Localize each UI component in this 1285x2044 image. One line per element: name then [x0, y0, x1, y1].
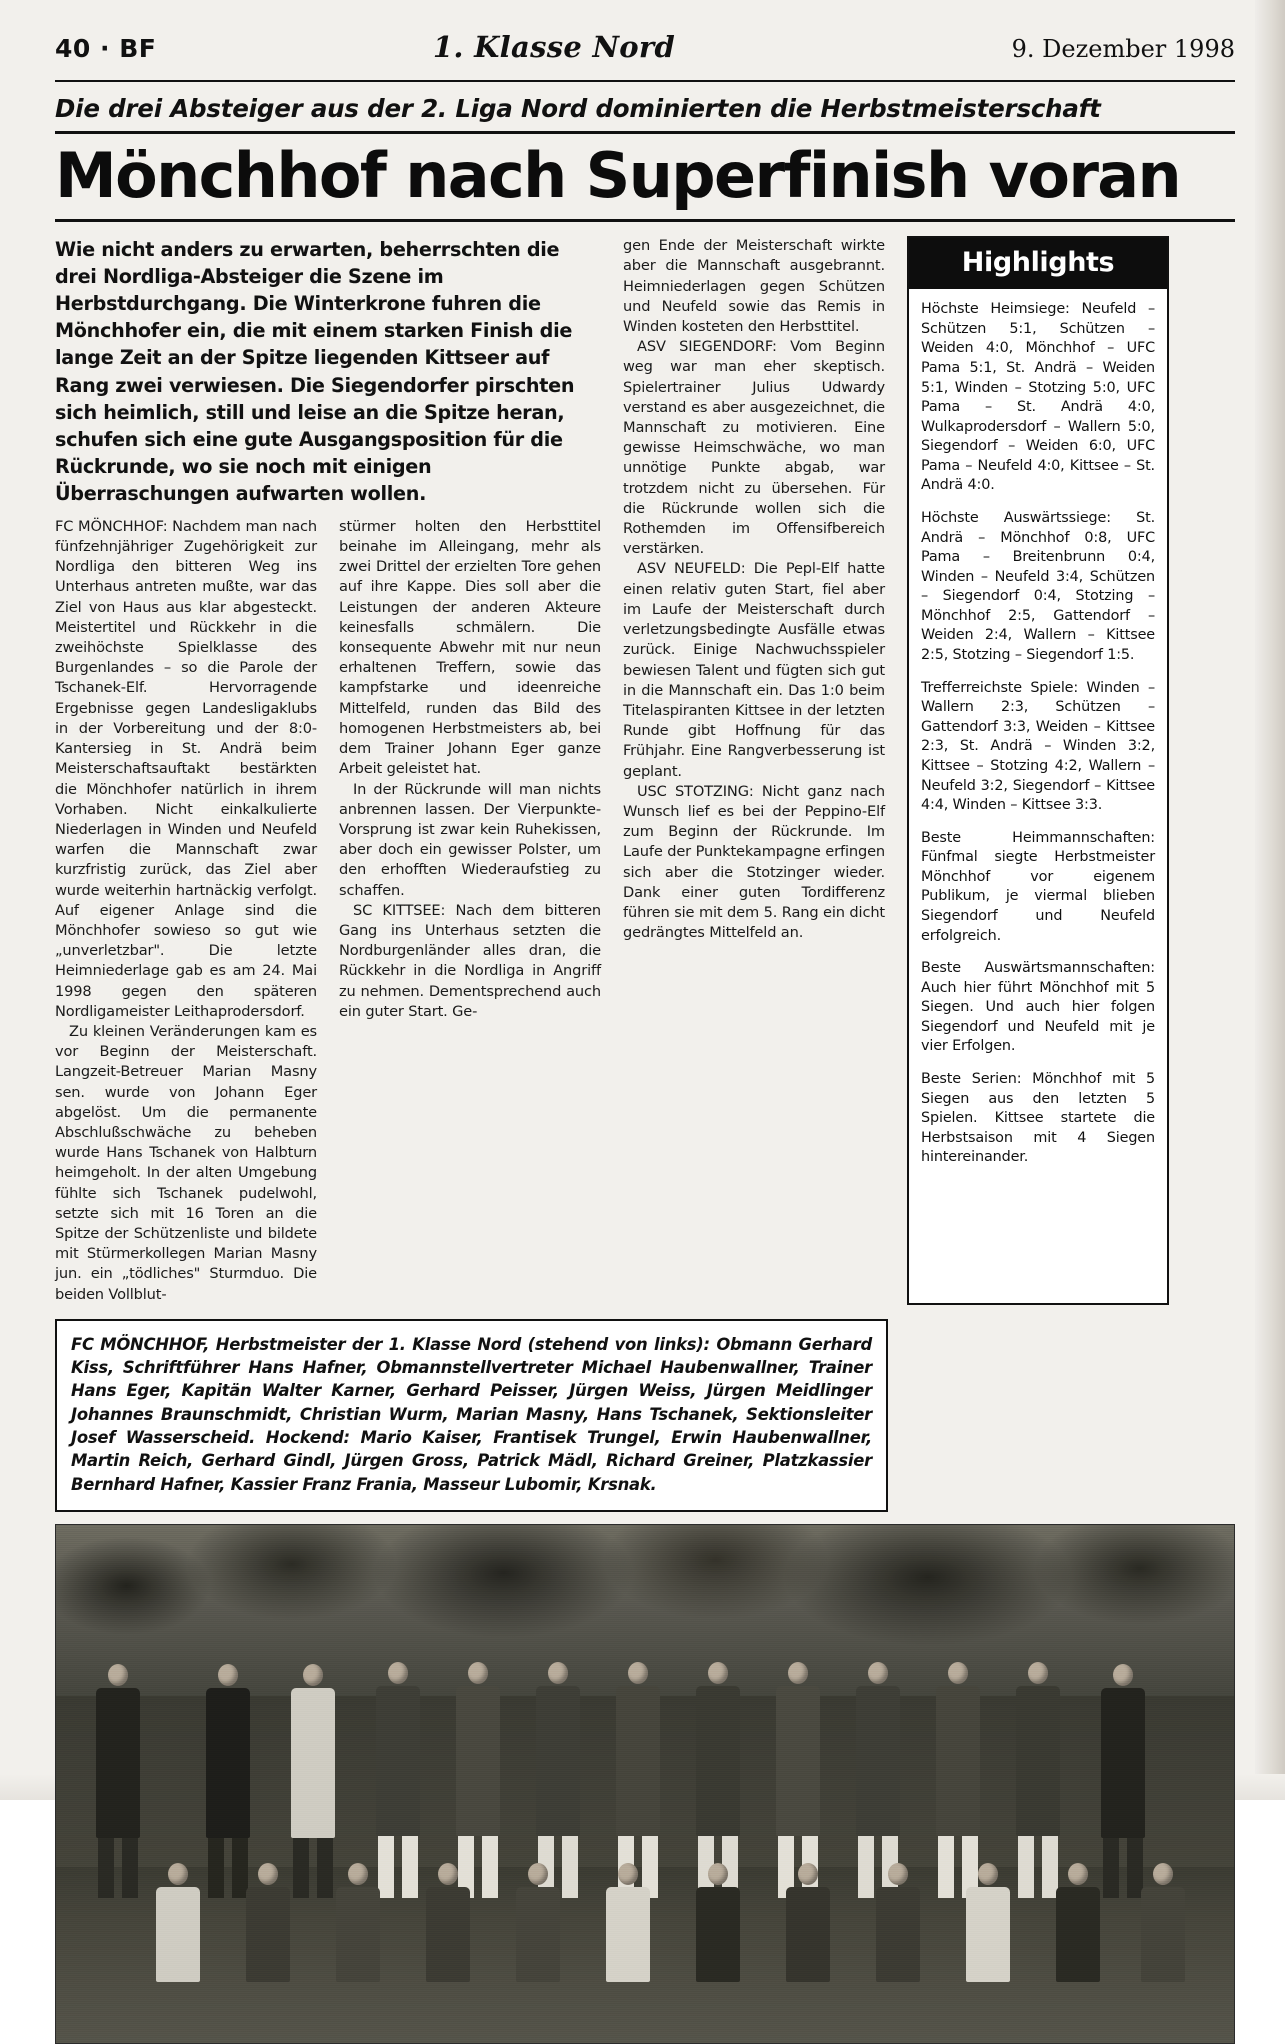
headline-rule [55, 219, 1235, 222]
highlights-list [909, 289, 1167, 1182]
column-2 [339, 517, 601, 1305]
column-3 [623, 236, 885, 1305]
page-edge-right [1255, 0, 1285, 1800]
paragraph: gen Ende der Meisterschaft wirkte aber die Mannschaft ausgebrannt. Heimniederlagen gegen Schützen und Neufeld sowie das Remis in Winden kosteten den Herbsttitel. [623, 237, 885, 336]
kicker: Die drei Absteiger aus der 2. Liga Nord dominierten die Herbstmeisterschaft [55, 94, 1235, 134]
highlights-item: Beste Serien: Mönchhof mit 5 Siegen aus den letzten 5 Spielen. Kittsee startete die Herbstsaison mit 4 Siegen hintereinander. [921, 1071, 1155, 1166]
paragraph: In der Rückrunde will man nichts anbrennen lassen. Der Vierpunkte-Vorsprung ist zwar kein Ruhekissen, aber doch ein gewisser Polster, um den erhofften Wiederaufstieg zu schaffen. [339, 780, 601, 899]
masthead [55, 30, 1235, 78]
issue-date: 9. Dezember 1998 [1011, 35, 1235, 63]
left-block [55, 236, 601, 1305]
article-body [55, 236, 1235, 1512]
paragraph: ASV SIEGENDORF: Vom Beginn weg war man eher skeptisch. Spielertrainer Julius Udwardy verstand es aber ausgezeichnet, die Mannschaft zu motivieren. Eine gewisse Heimschwäche, wo man unnötige Punkte abgab, war trotzdem nicht zu übersehen. Für die Rückrunde wollen sich die Rothemden im Offensifbereich verstärken. [623, 338, 885, 558]
highlights-item: Beste Heimmannschaften: Fünfmal siegte Herbstmeister Mönchhof vor eigenem Publikum, je viermal blieben Siegendorf und Neufeld erfolgreich. [921, 829, 1155, 944]
paragraph: USC STOTZING: Nicht ganz nach Wunsch lief es bei der Peppino-Elf zum Beginn der Rückrunde. Im Laufe der Punktekampagne erfingen sich aber die Stotzinger wieder. Dank einer guten Tordifferenz führen sie mit dem 5. Rang ein dicht gedrängtes Mittelfeld an. [623, 782, 885, 942]
paragraph: ASV NEUFELD: Die Pepl-Elf hatte einen relativ guten Start, fiel aber im Laufe der Meisterschaft durch verletzungsbedingte Ausfälle etwas zurück. Einige Nachwuchsspieler bewiesen Talent und fügten sich gut in die Mannschaft ein. Das 1:0 beim Titelaspiranten Kittsee in der letzten Runde gibt Hoffnung für das Frühjahr. Eine Rangverbesserung ist geplant. [623, 560, 885, 780]
paragraph: Zu kleinen Veränderungen kam es vor Beginn der Meisterschaft. Langzeit-Betreuer Marian Masny sen. wurde von Johann Eger abgelöst. Um die permanente Abschlußschwäche zu beheben wurde Hans Tschanek von Halbturn heimgeholt. In der alten Umgebung fühlte sich Tschanek pudelwohl, setzte sich mit 16 Toren an die Spitze der Schützenliste und bildete mit Stürmerkollegen Marian Masny jun. ein „tödliches" Sturmduo. Die beiden Vollblut- [55, 1022, 317, 1303]
masthead-rule [55, 80, 1235, 82]
section-title: 1. Klasse Nord [432, 30, 676, 64]
left-subcolumns [55, 517, 601, 1305]
page-content [55, 30, 1235, 2044]
highlights-title: Highlights [909, 238, 1167, 289]
paragraph: FC MÖNCHHOF: Nachdem man nach fünfzehnjähriger Zugehörigkeit zur Nordliga den bitteren Weg ins Unterhaus antreten mußte, war das Ziel von Haus aus klar abgesteckt. Meistertitel und Rückkehr in die zweihöchste Spielklasse des Burgenlandes – so die Parole der Tschanek-Elf. Hervorragende Ergebnisse gegen Landesligaklubs in der Vorbereitung und der 8:0-Kantersieg in St. Andrä beim Meisterschaftsauftakt bestärkten die Mönchhofer natürlich in ihrem Vorhaben. Nicht einkalkulierte Niederlagen in Winden und Neufeld warfen die Mannschaft zwar kurzfristig zurück, das Ziel aber wurde weiterhin hartnäckig verfolgt. Auf eigener Anlage sind die Mönchhofer sowieso so gut wie „unverletzbar". Die letzte Heimniederlage gab es am 24. Mai 1998 gegen den späteren Nordligameister Leithaprodersdorf. [55, 517, 317, 1020]
photo-caption-box [55, 1319, 888, 1512]
page-folio: 40 · BF [55, 34, 157, 63]
highlights-item: Höchste Auswärtssiege: St. Andrä – Mönchhof 0:8, UFC Pama – Breitenbrunn 0:4, Winden – Neufeld 3:4, Schützen – Siegendorf 0:4, Stotzing – Mönchhof 2:5, Gattendorf – Weiden 2:4, Wallern – Kittsee 2:5, Stotzing – Siegendorf 1:5. [921, 510, 1155, 664]
team-photo [55, 1524, 1235, 2044]
highlights-item: Höchste Heimsiege: Neufeld – Schützen 5:1, Schützen – Weiden 4:0, Mönchhof – UFC Pama 5:1, St. Andrä – Weiden 5:1, Winden – Stotzing 5:0, UFC Pama – St. Andrä 4:0, Wulkaprodersdorf – Wallern 5:0, Siegendorf – Weiden 6:0, UFC Pama – Neufeld 4:0, Kittsee – St. Andrä 4:0. [921, 301, 1155, 494]
photo-caption: FC MÖNCHHOF, Herbstmeister der 1. Klasse Nord (stehend von links): Obmann Gerhard Kiss, Schriftführer Hans Hafner, Obmannstellvertreter Michael Haubenwallner, Trainer Hans Eger, Kapitän Walter Karner, Gerhard Peisser, Jürgen Weiss, Jürgen Meidlinger Johannes Braunschmidt, Christian Wurm, Marian Masny, Hans Tschanek, Sektionsleiter Josef Wasserscheid. Hockend: Mario Kaiser, Frantisek Trungel, Erwin Haubenwallner, Martin Reich, Gerhard Gindl, Jürgen Gross, Patrick Mädl, Richard Greiner, Platzkassier Bernhard Hafner, Kassier Franz Frania, Masseur Lubomir, Krsnak. [71, 1334, 872, 1494]
highlights-item: Trefferreichste Spiele: Winden – Wallern 2:3, Schützen – Gattendorf 3:3, Weiden – Kittsee 2:3, St. Andrä – Winden 3:2, Kittsee – Stotzing 4:2, Wallern – Neufeld 3:2, Siegendorf – Kittsee 4:4, Winden – Kittsee 3:3. [921, 679, 1155, 814]
paragraph: stürmer holten den Herbsttitel beinahe im Alleingang, mehr als zwei Drittel der erzielten Tore gehen auf ihre Kappe. Dies soll aber die Leistungen der anderen Akteure keinesfalls schmälern. Die konsequente Abwehr mit nur neun erhaltenen Treffern, sowie das kampfstarke und ideenreiche Mittelfeld, runden das Bild des homogenen Herbstmeisters ab, bei dem Trainer Johann Eger ganze Arbeit geleistet hat. [339, 517, 601, 778]
paragraph: SC KITTSEE: Nach dem bitteren Gang ins Unterhaus setzten die Nordburgenländer alles dran, die Rückkehr in die Nordliga in Angriff zu nehmen. Dementsprechend auch ein guter Start. Ge- [339, 901, 601, 1020]
page-title: Mönchhof nach Superfinish voran [55, 139, 1181, 212]
article-columns [55, 236, 1235, 1305]
highlights-item: Beste Auswärtsmannschaften: Auch hier führt Mönchhof mit 5 Siegen. Und auch hier folgen Siegendorf und Neufeld mit je vier Erfolgen. [921, 960, 1155, 1055]
photo-grain [56, 1525, 1234, 2043]
highlights-box [907, 236, 1169, 1305]
column-1 [55, 517, 317, 1305]
article-lead: Wie nicht anders zu erwarten, beherrschten die drei Nordliga-Absteiger die Szene im Herbstdurchgang. Die Winterkrone fuhren die Mönchhofer ein, die mit einem starken Finish die lange Zeit an der Spitze liegenden Kittseer auf Rang zwei verwiesen. Die Siegendorfer pirschten sich heimlich, still und leise an die Spitze heran, schufen sich eine gute Ausgangsposition für die Rückrunde, wo sie noch mit einigen Überraschungen aufwarten wollen. [55, 238, 575, 505]
